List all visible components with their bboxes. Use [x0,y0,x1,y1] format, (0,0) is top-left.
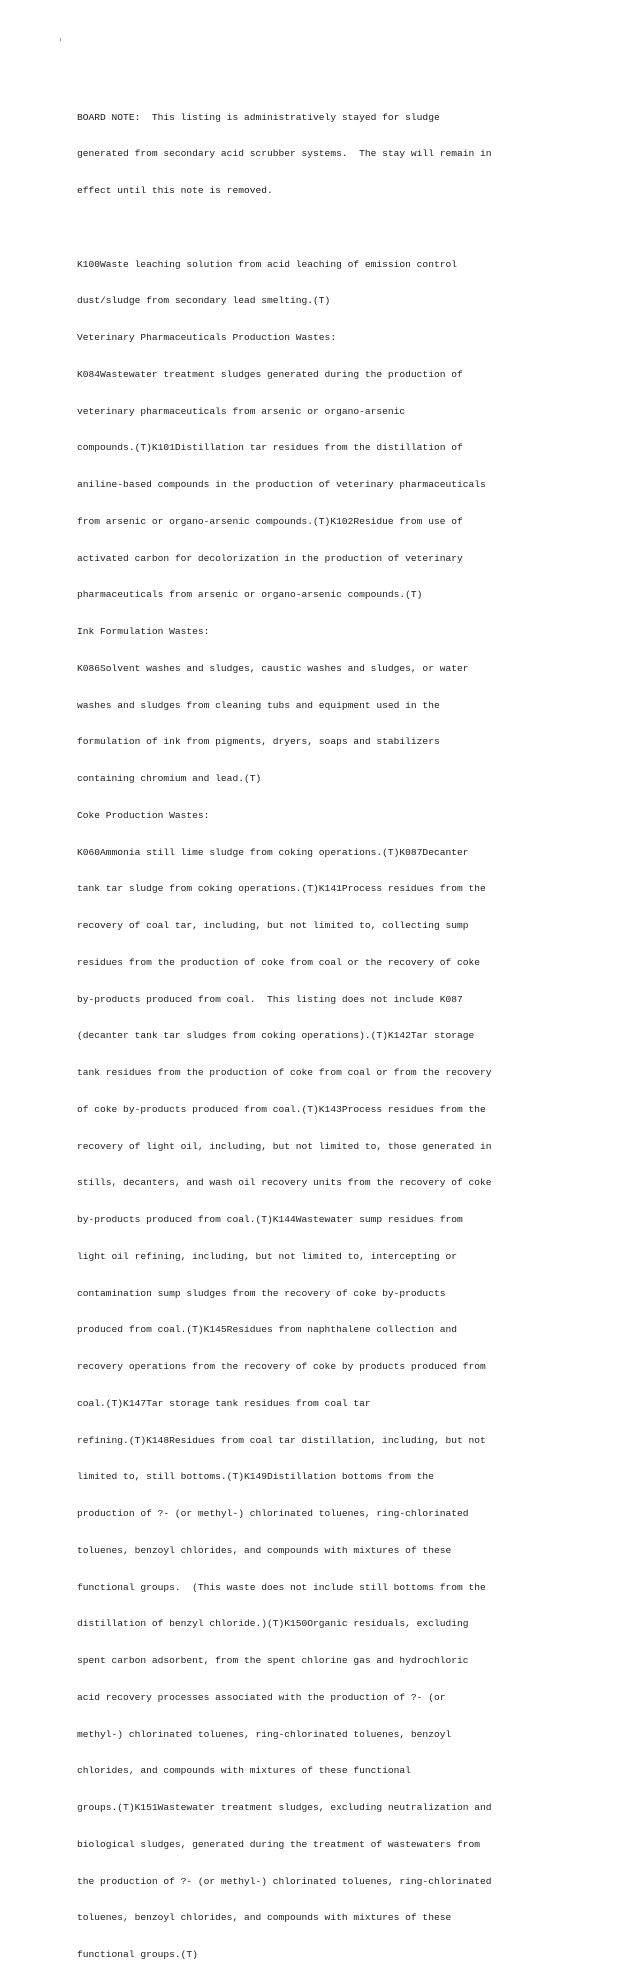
body-line: K100Waste leaching solution from acid leaching of emission control [77,258,457,270]
body-line: spent carbon adsorbent, from the spent chlorine gas and hydrochloric [77,1655,469,1666]
body-line: containing chromium and lead.(T) [77,773,262,784]
body-line: contamination sump sludges from the recovery of coke by-products [77,1287,446,1299]
body-line: of coke by-products produced from coal.(T)K143Process residues from the [77,1103,486,1115]
section-heading: Coke Production Wastes: [77,809,210,821]
scan-speck [60,38,61,41]
body-line: refining.(T)K148Residues from coal tar distillation, including, but not [77,1434,486,1446]
board-note-line: effect until this note is removed. [77,185,273,196]
body-line: acid recovery processes associated with the production of ?- (or [77,1691,446,1703]
body-line: veterinary pharmaceuticals from arsenic or organo-arsenic [77,405,406,417]
body-line: produced from coal.(T)K145Residues from naphthalene collection and [77,1324,457,1336]
body-line: (decanter tank tar sludges from coking operations).(T)K142Tar storage [77,1030,475,1042]
body-line: chlorides, and compounds with mixtures of these functional [77,1765,411,1777]
section-heading: Ink Formulation Wastes: [77,626,210,637]
body-line: methyl-) chlorinated toluenes, ring-chlorinated toluenes, benzoyl [77,1728,452,1740]
body-line: aniline-based compounds in the production of veterinary pharmaceuticals [77,479,486,490]
body-line: from arsenic or organo-arsenic compounds.(T)K102Residue from use of [77,515,463,527]
body-line: recovery operations from the recovery of coke by products produced from [77,1361,486,1372]
body-line: toluenes, benzoyl chlorides, and compounds with mixtures of these [77,1912,452,1924]
body-line: compounds.(T)K101Distillation tar residues from the distillation of [77,442,463,454]
body-line: by-products produced from coal.(T)K144Wastewater sump residues from [77,1214,463,1225]
body-line: distillation of benzyl chloride.)(T)K150Organic residuals, excluding [77,1618,469,1630]
body-line: formulation of ink from pigments, dryers, soaps and stabilizers [77,736,440,748]
body-line: by-products produced from coal. This listing does not include K087 [77,993,463,1005]
body-line: biological sludges, generated during the treatment of wastewaters from [77,1838,481,1850]
body-line: pharmaceuticals from arsenic or organo-arsenic compounds.(T) [77,589,423,601]
body-line: dust/sludge from secondary lead smelting.(T) [77,295,331,307]
body-line: washes and sludges from cleaning tubs and equipment used in the [77,699,440,711]
body-line: light oil refining, including, but not limited to, intercepting or [77,1250,457,1262]
body-line: groups.(T)K151Wastewater treatment sludges, excluding neutralization and [77,1802,492,1813]
board-note-line: generated from secondary acid scrubber systems. The stay will remain in [77,148,492,160]
body-line: K084Wastewater treatment sludges generated during the production of [77,368,463,380]
body-line: the production of ?- (or methyl-) chlorinated toluenes, ring-chlorinated [77,1875,492,1887]
body-line: functional groups.(T) [77,1949,198,1960]
body-line: residues from the production of coke from coal or the recovery of coke [77,956,481,968]
body-line: production of ?- (or methyl-) chlorinated toluenes, ring-chlorinated [77,1508,469,1519]
section-heading: Veterinary Pharmaceuticals Production Wastes: [77,332,337,343]
body-line: tank residues from the production of coke from coal or from the recovery [77,1067,492,1078]
body-line: stills, decanters, and wash oil recovery units from the recovery of coke [77,1177,492,1189]
body-line: toluenes, benzoyl chlorides, and compounds with mixtures of these [77,1544,452,1556]
body-line: recovery of light oil, including, but not limited to, those generated in [77,1140,492,1152]
body-line: K060Ammonia still lime sludge from coking operations.(T)K087Decanter [77,846,469,858]
document-text [77,87,617,1986]
body-line: coal.(T)K147Tar storage tank residues from coal tar [77,1397,371,1409]
body-line: recovery of coal tar, including, but not limited to, collecting sump [77,920,469,931]
body-line: limited to, still bottoms.(T)K149Distillation bottoms from the [77,1471,434,1483]
board-note-line: BOARD NOTE: This listing is administratively stayed for sludge [77,111,440,123]
blank-line [77,222,617,234]
body-line: tank tar sludge from coking operations.(T)K141Process residues from the [77,883,486,895]
body-line: functional groups. (This waste does not include still bottoms from the [77,1581,486,1593]
body-line: K086Solvent washes and sludges, caustic washes and sludges, or water [77,662,469,674]
body-line: activated carbon for decolorization in the production of veterinary [77,552,463,564]
